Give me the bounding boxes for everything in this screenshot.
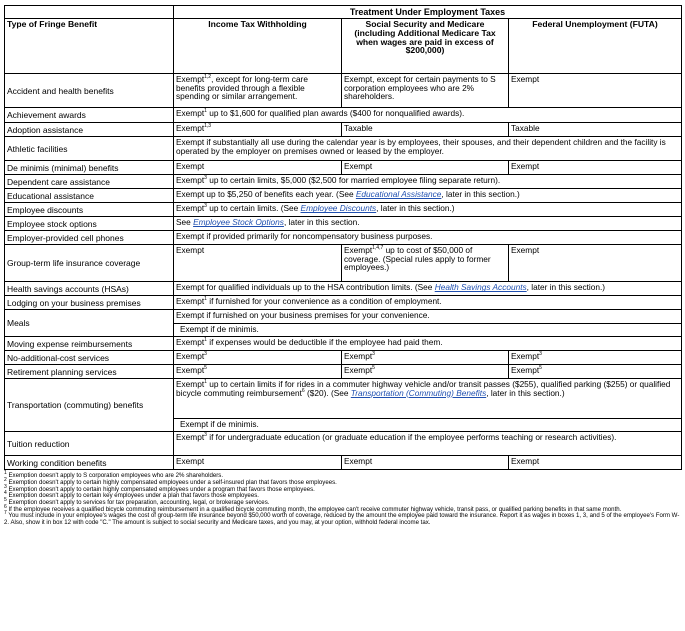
fringe-benefit-table bbox=[4, 5, 682, 470]
cell-retire-futa bbox=[509, 365, 682, 379]
row-label-cell: Employer-provided cell phones bbox=[5, 231, 174, 245]
cell-text: if furnished for your convenience as a condition of employment. bbox=[206, 296, 442, 307]
cell-working-income: Exempt bbox=[174, 456, 342, 470]
row-label-achievement: Achievement awards bbox=[5, 108, 174, 123]
col-header-futa: Federal Unemployment (FUTA) bbox=[509, 19, 682, 74]
cell-adoption-income bbox=[174, 123, 342, 137]
cell-adoption-futa: Taxable bbox=[509, 123, 682, 137]
footnote-text: Exemption doesn't apply to certain key employees under a plan that favors those employees. bbox=[6, 492, 259, 500]
footnote-ref: 5 bbox=[372, 365, 375, 372]
cell-accident-futa: Exempt bbox=[509, 74, 682, 108]
cell-text: up to certain limits, $5,000 ($2,500 for married employee filing separate return). bbox=[206, 175, 501, 186]
cell-moving bbox=[174, 337, 682, 351]
cell-text: ($20). (See bbox=[304, 387, 351, 398]
cell-discounts bbox=[174, 203, 682, 217]
footnote-ref: 3 bbox=[204, 203, 207, 210]
footnote-text: Exemption doesn't apply to S corporation employees who are 2% shareholders. bbox=[6, 472, 224, 480]
row-label-athletic: Athletic facilities bbox=[5, 137, 174, 161]
footnote-number: 5 bbox=[4, 496, 7, 503]
cell-text: , later in this section.) bbox=[441, 189, 520, 200]
footnotes bbox=[4, 470, 681, 526]
cell-lodging bbox=[174, 296, 682, 310]
footnote-ref: 1 bbox=[204, 379, 207, 386]
cell-text: Exempt bbox=[176, 337, 205, 348]
row-label-hsa: Health savings accounts (HSAs) bbox=[5, 282, 174, 296]
cell-text: Exempt bbox=[176, 108, 205, 119]
row-label-stock: Employee stock options bbox=[5, 217, 174, 231]
footnote-text: You must include in your employee's wages the cost of group-term life insurance beyond $50,000 worth of coverage, reduced by the amount the employee paid toward the insurance. Report it as wages in boxes 1, 3, and 5 of the employee's Form W-2. Also, show it in box 12 with code "C." The amount is subject to social security and Medicare taxes, and you may, at your option, withhold federal income tax. bbox=[4, 512, 680, 526]
cell-text: , later in this section.) bbox=[486, 387, 565, 398]
footnote-ref: 1 bbox=[204, 296, 207, 303]
row-label-moving: Moving expense reimbursements bbox=[5, 337, 174, 351]
footnote-ref: 3 bbox=[539, 351, 542, 358]
cell-text: Exempt bbox=[176, 175, 205, 186]
table-title: Treatment Under Employment Taxes bbox=[174, 6, 682, 19]
cell-text: Exempt bbox=[511, 365, 540, 376]
footnote-number: 7 bbox=[4, 510, 7, 517]
footnote-number: 1 bbox=[4, 470, 7, 477]
cell-text: Exempt up to $5,250 of benefits each year. (See bbox=[176, 189, 356, 200]
footnote-number: 4 bbox=[4, 490, 7, 497]
cell-educational bbox=[174, 189, 682, 203]
row-label-accident: Accident and health benefits bbox=[5, 74, 174, 108]
link-educational-assistance[interactable]: Educational Assistance bbox=[355, 189, 442, 200]
cell-accident-ss: Exempt, except for certain payments to S corporation employees who are 2% shareholders. bbox=[342, 74, 509, 108]
col-header-type: Type of Fringe Benefit bbox=[5, 19, 174, 74]
cell-text: , later in this section.) bbox=[376, 203, 455, 214]
footnote-ref: 1,4,7 bbox=[372, 245, 384, 252]
cell-deminimis-futa: Exempt bbox=[509, 161, 682, 175]
row-label-tuition: Tuition reduction bbox=[5, 432, 174, 456]
cell-text: Exempt bbox=[176, 379, 205, 390]
cell-achievement bbox=[174, 108, 682, 123]
cell-text: Exempt bbox=[176, 432, 205, 443]
cell-life-futa: Exempt bbox=[509, 245, 682, 282]
row-label-deminimis: De minimis (minimal) benefits bbox=[5, 161, 174, 175]
footnote-ref: 3 bbox=[204, 175, 207, 182]
footnote-ref: 1 bbox=[204, 337, 207, 344]
row-label-adoption: Adoption assistance bbox=[5, 123, 174, 137]
row-label-working: Working condition benefits bbox=[5, 456, 174, 470]
row-label-transport: Transportation (commuting) benefits bbox=[5, 379, 174, 432]
cell-deminimis-ss: Exempt bbox=[342, 161, 509, 175]
cell-transport-1 bbox=[174, 379, 682, 419]
cell-hsa bbox=[174, 282, 682, 296]
link-health-savings-accounts[interactable]: Health Savings Accounts bbox=[434, 282, 527, 293]
cell-text: , later in this section. bbox=[283, 217, 360, 228]
footnote-ref: 5 bbox=[204, 365, 207, 372]
cell-cellphones: Exempt if provided primarily for noncompensatory business purposes. bbox=[174, 231, 682, 245]
row-label-life: Group-term life insurance coverage bbox=[5, 245, 174, 282]
footnote-number: 2 bbox=[4, 477, 7, 484]
cell-life-income: Exempt bbox=[174, 245, 342, 282]
cell-tuition bbox=[174, 432, 682, 456]
cell-text: , except for long-term care benefits provided through a flexible spending or similar arrangement. bbox=[176, 74, 308, 102]
cell-text: Exempt bbox=[176, 203, 205, 214]
cell-dependent bbox=[174, 175, 682, 189]
footnote-ref: 1,2 bbox=[204, 74, 212, 81]
footnote-text: Exemption doesn't apply to certain highly compensated employees under a program that favors those employees. bbox=[6, 485, 315, 493]
row-label-dependent: Dependent care assistance bbox=[5, 175, 174, 189]
col-header-income: Income Tax Withholding bbox=[174, 19, 342, 74]
cell-noadd-income bbox=[174, 351, 342, 365]
footnote-number: 3 bbox=[4, 483, 7, 490]
footnote-text: Exemption doesn't apply to services for tax preparation, accounting, legal, or brokerage services. bbox=[6, 498, 270, 506]
cell-noadd-ss bbox=[342, 351, 509, 365]
row-label-educational: Educational assistance bbox=[5, 189, 174, 203]
cell-athletic: Exempt if substantially all use during the calendar year is by employees, their spouses, and their dependent children and the facility is operated by the employer on premises owned or leased by the employer. bbox=[174, 137, 682, 161]
footnote bbox=[4, 510, 681, 526]
cell-text: Exempt bbox=[176, 74, 205, 85]
footnote-ref: 6 bbox=[301, 388, 305, 395]
cell-text: , later in this section.) bbox=[526, 282, 606, 293]
cell-text: See bbox=[176, 217, 194, 228]
cell-noadd-futa bbox=[509, 351, 682, 365]
cell-text: up to $1,600 for qualified plan awards ($400 for nonqualified awards). bbox=[206, 108, 465, 119]
cell-working-ss: Exempt bbox=[342, 456, 509, 470]
cell-text: if expenses would be deductible if the employee had paid them. bbox=[206, 337, 443, 348]
row-label-lodging: Lodging on your business premises bbox=[5, 296, 174, 310]
cell-retire-income bbox=[174, 365, 342, 379]
footnote-ref: 3 bbox=[204, 432, 207, 439]
cell-stock bbox=[174, 217, 682, 231]
row-label-noadd: No-additional-cost services bbox=[5, 351, 174, 365]
cell-meals-2: Exempt if de minimis. bbox=[174, 324, 682, 337]
cell-text: Exempt bbox=[176, 123, 205, 134]
cell-meals-1: Exempt if furnished on your business premises for your convenience. bbox=[174, 310, 682, 324]
footnote-text: If the employee receives a qualified bicycle commuting reimbursement in a qualified bicycle commuting month, the employee can't receive commuter highway vehicle, transit pass, or qualified parking benefits in that same month. bbox=[6, 505, 622, 513]
cell-text: Exempt for qualified individuals up to the HSA contribution limits. (See bbox=[176, 282, 435, 293]
cell-accident-income bbox=[174, 74, 342, 108]
cell-text: Exempt bbox=[176, 365, 205, 376]
cell-text: Exempt bbox=[176, 296, 205, 307]
fringe-benefit-table-wrapper bbox=[4, 5, 681, 526]
link-transportation-benefits[interactable]: Transportation (Commuting) Benefits bbox=[350, 387, 487, 398]
cell-transport-2: Exempt if de minimis. bbox=[174, 419, 682, 432]
cell-text: Exempt bbox=[344, 245, 373, 256]
cell-text: Exempt bbox=[344, 365, 373, 376]
cell-text: up to cost of $50,000 of coverage. (Special rules apply to former employees.) bbox=[344, 245, 491, 273]
cell-text: Exempt bbox=[176, 351, 205, 362]
col-header-ss: Social Security and Medicare (including Additional Medicare Tax when wages are paid in excess of $200,000) bbox=[342, 19, 509, 74]
cell-text: up to certain limits. (See bbox=[206, 203, 301, 214]
footnote-text: Exemption doesn't apply to certain highly compensated employees under a self-insured plan that favors those employees. bbox=[6, 479, 337, 487]
footnote-number: 6 bbox=[4, 503, 7, 510]
row-label-meals: Meals bbox=[5, 310, 174, 337]
row-label-retire: Retirement planning services bbox=[5, 365, 174, 379]
link-employee-stock-options[interactable]: Employee Stock Options bbox=[193, 217, 284, 228]
footnote-ref: 5 bbox=[539, 365, 542, 372]
footnote-ref: 3 bbox=[372, 351, 375, 358]
cell-text: Exempt bbox=[344, 351, 373, 362]
cell-adoption-ss: Taxable bbox=[342, 123, 509, 137]
cell-life-ss bbox=[342, 245, 509, 282]
row-label-discounts: Employee discounts bbox=[5, 203, 174, 217]
cell-text: if for undergraduate education (or graduate education if the employee performs teaching or research activities). bbox=[206, 432, 617, 443]
cell-text: Exempt bbox=[511, 351, 540, 362]
cell-text: up to certain limits if for rides in a commuter highway vehicle and/or transit passes ($255), qualified parking ($255) or qualified bicycle commuting reimbursement bbox=[176, 379, 671, 398]
cell-working-futa: Exempt bbox=[509, 456, 682, 470]
footnote-ref: 1 bbox=[204, 108, 207, 115]
link-employee-discounts[interactable]: Employee Discounts bbox=[300, 203, 377, 214]
footnote-ref: 3 bbox=[204, 351, 207, 358]
cell-deminimis-income: Exempt bbox=[174, 161, 342, 175]
cell-retire-ss bbox=[342, 365, 509, 379]
footnote-ref: 1,3 bbox=[204, 123, 212, 130]
